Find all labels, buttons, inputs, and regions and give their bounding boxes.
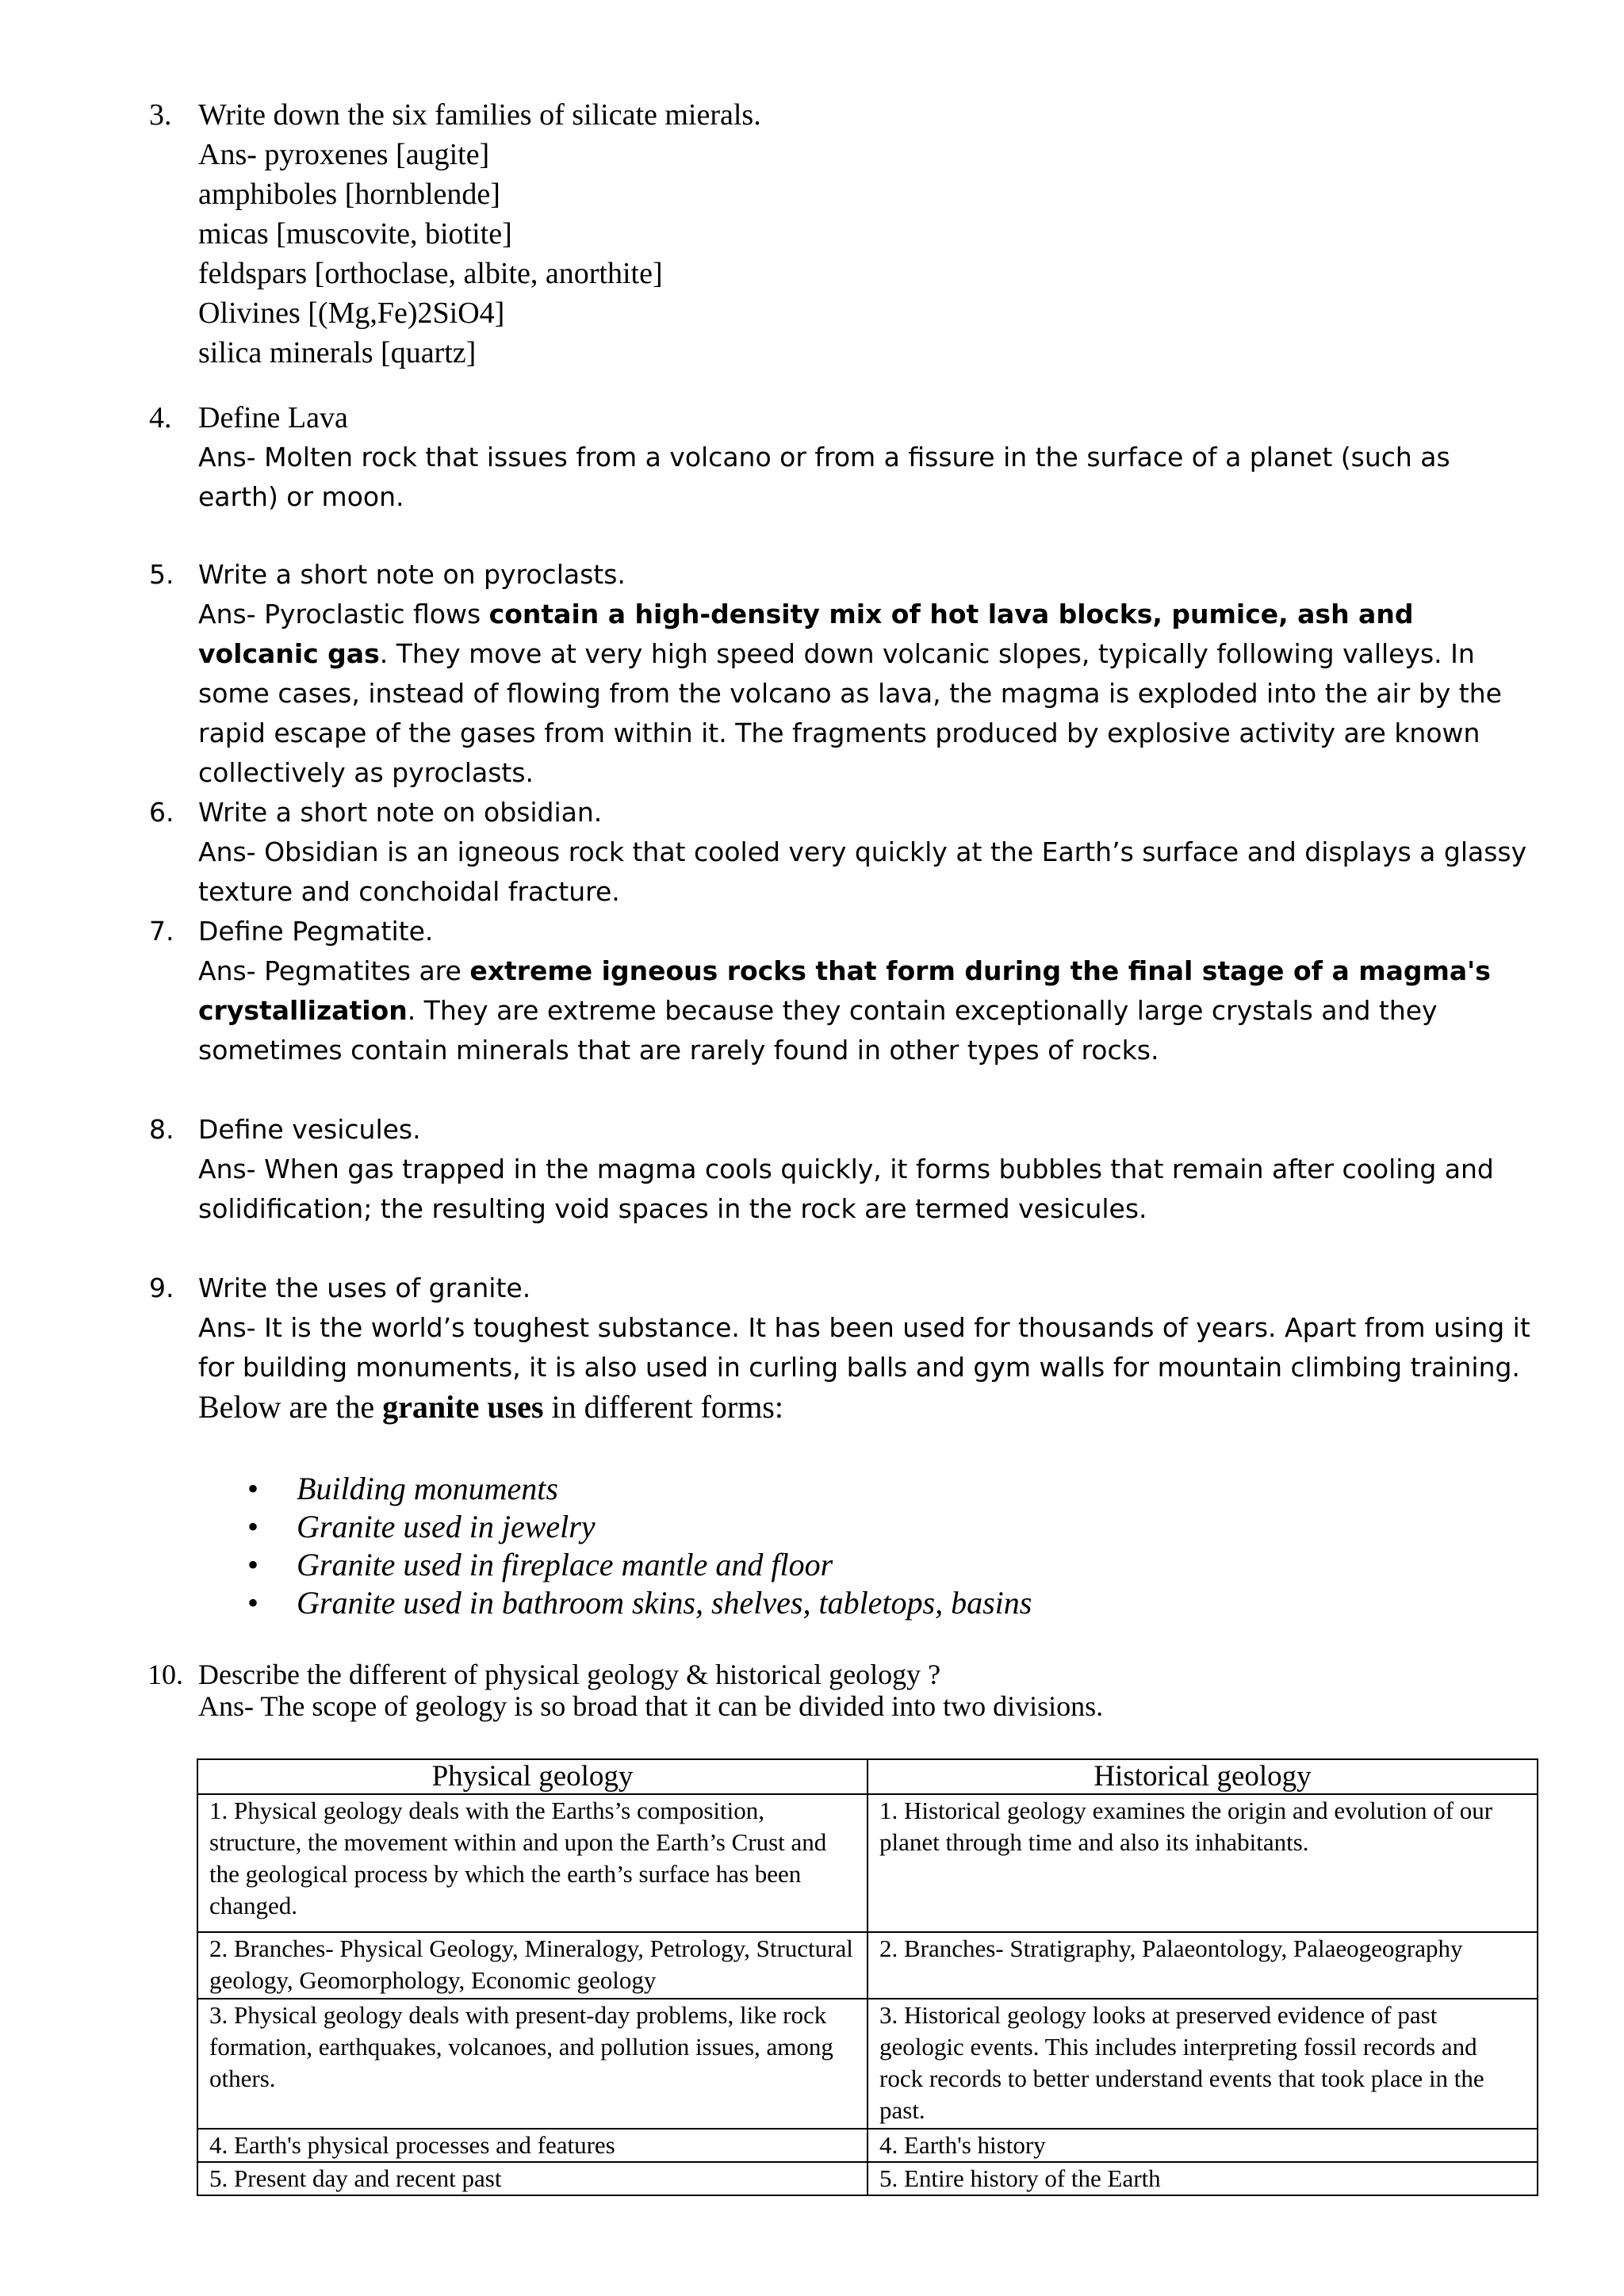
question-text: Define vesicules. [198, 1114, 421, 1145]
table-row [197, 1794, 1538, 1932]
question-text: Describe the different of physical geology & historical geology ? [198, 1659, 941, 1690]
table-cell: 4. Earth's history [868, 2129, 1538, 2162]
question-text: Write down the six families of silicate mierals. [198, 98, 761, 132]
question-number: 6. [149, 797, 174, 828]
table-cell: 5. Entire history of the Earth [868, 2162, 1538, 2195]
answer-text: Ans- Molten rock that issues from a volcano or from a fissure in the surface of a planet (such as earth) or moon. [198, 442, 1450, 512]
answer-text: Ans- When gas trapped in the magma cools quickly, it forms bubbles that remain after cooling and solidification; the resulting void spaces in the rock are termed vesicules. [198, 1154, 1494, 1224]
answer-text: Ans- The scope of geology is so broad that it can be divided into two divisions. [198, 1690, 1104, 1722]
table-cell: 5. Present day and recent past [197, 2162, 868, 2195]
answer-emphasis: extreme igneous rocks that form during the final stage of a magma's crystallization [198, 955, 1491, 1026]
answer-rest: . They are extreme because they contain exceptionally large crystals and they sometimes contain minerals that are rarely found in other types of rocks. [198, 995, 1438, 1066]
answer-line: amphiboles [hornblende] [198, 178, 500, 211]
question-number: 8. [149, 1114, 174, 1145]
list-item: • Building monuments [247, 1471, 558, 1506]
answer-line: silica minerals [quartz] [198, 336, 477, 369]
question-number: 9. [149, 1272, 174, 1303]
question-number: 5. [149, 559, 174, 590]
question-text: Write a short note on pyroclasts. [198, 559, 626, 590]
list-item: • Granite used in fireplace mantle and floor [247, 1547, 833, 1582]
answer-rest: . They move at very high speed down volcanic slopes, typically following valleys. In some cases, instead of flowing from the volcano as lava, the magma is exploded into the air by the rapid escape of the gases from within it. The fragments produced by explosive activity are known collectively as pyroclasts. [198, 638, 1502, 788]
granite-uses-intro: Below are the granite uses in different forms: [198, 1389, 783, 1425]
table-cell: 3. Physical geology deals with present-day problems, like rock formation, earthquakes, volcanoes, and pollution issues, among others. [197, 1999, 868, 2129]
granite-uses-bold: granite uses [382, 1389, 544, 1425]
table-row [197, 2129, 1538, 2162]
table-cell: 1. Historical geology examines the origin and evolution of our planet through time and also its inhabitants. [868, 1794, 1538, 1932]
table-cell: 1. Physical geology deals with the Earths’s composition, structure, the movement within and upon the Earth’s Crust and the geological process by which the earth’s surface has been changed. [197, 1794, 868, 1932]
answer-text: Ans- It is the world’s toughest substance. It has been used for thousands of years. Apart from using it for building monuments, it is also used in curling balls and gym walls for mountain climbing training. [198, 1312, 1530, 1383]
table-row [197, 1932, 1538, 1999]
table-cell: 4. Earth's physical processes and features [197, 2129, 868, 2162]
answer-line: micas [muscovite, biotite] [198, 217, 512, 251]
answer-emphasis: contain a high-density mix of hot lava blocks, pumice, ash and volcanic gas [198, 599, 1414, 669]
column-header-physical: Physical geology [197, 1759, 868, 1794]
bullet-glyph: • [247, 1509, 259, 1544]
answer-text [198, 595, 1530, 793]
question-text: Write a short note on obsidian. [198, 797, 603, 828]
answer-intro: Ans- Pyroclastic flows [198, 599, 489, 629]
comparison-table [197, 1758, 1538, 2196]
question-number: 3. [149, 98, 172, 132]
question-text: Define Pegmatite. [198, 916, 434, 947]
answer-intro: Ans- Pegmatites are [198, 955, 470, 986]
bullet-glyph: • [247, 1471, 259, 1506]
bullet-glyph: • [247, 1585, 259, 1621]
question-number: 7. [149, 916, 174, 947]
table-cell: 2. Branches- Stratigraphy, Palaeontology, Palaeogeography [868, 1932, 1538, 1999]
question-text: Define Lava [198, 401, 348, 434]
question-number: 10. [147, 1659, 183, 1690]
list-item: • Granite used in jewelry [247, 1509, 596, 1544]
bullet-glyph: • [247, 1547, 259, 1582]
table-row [197, 2162, 1538, 2195]
table-cell: 2. Branches- Physical Geology, Mineralogy, Petrology, Structural geology, Geomorphology, Economic geology [197, 1932, 868, 1999]
answer-line: Ans- pyroxenes [augite] [198, 138, 490, 171]
answer-line: feldspars [orthoclase, albite, anorthite] [198, 257, 663, 290]
answer-text: Ans- Obsidian is an igneous rock that cooled very quickly at the Earth’s surface and displays a glassy texture and conchoidal fracture. [198, 836, 1527, 907]
question-text: Write the uses of granite. [198, 1272, 531, 1303]
granite-uses-list [238, 1470, 1427, 1622]
list-item: • Granite used in bathroom skins, shelves, tabletops, basins [247, 1585, 1032, 1621]
table-cell: 3. Historical geology looks at preserved evidence of past geologic events. This includes interpreting fossil records and rock records to better understand events that took place in the past. [868, 1999, 1538, 2129]
answer-text [198, 951, 1530, 1070]
table-header-row [197, 1759, 1538, 1794]
answer-line: Olivines [(Mg,Fe)2SiO4] [198, 297, 505, 330]
question-number: 4. [149, 401, 172, 434]
column-header-historical: Historical geology [868, 1759, 1538, 1794]
table-row [197, 1999, 1538, 2129]
